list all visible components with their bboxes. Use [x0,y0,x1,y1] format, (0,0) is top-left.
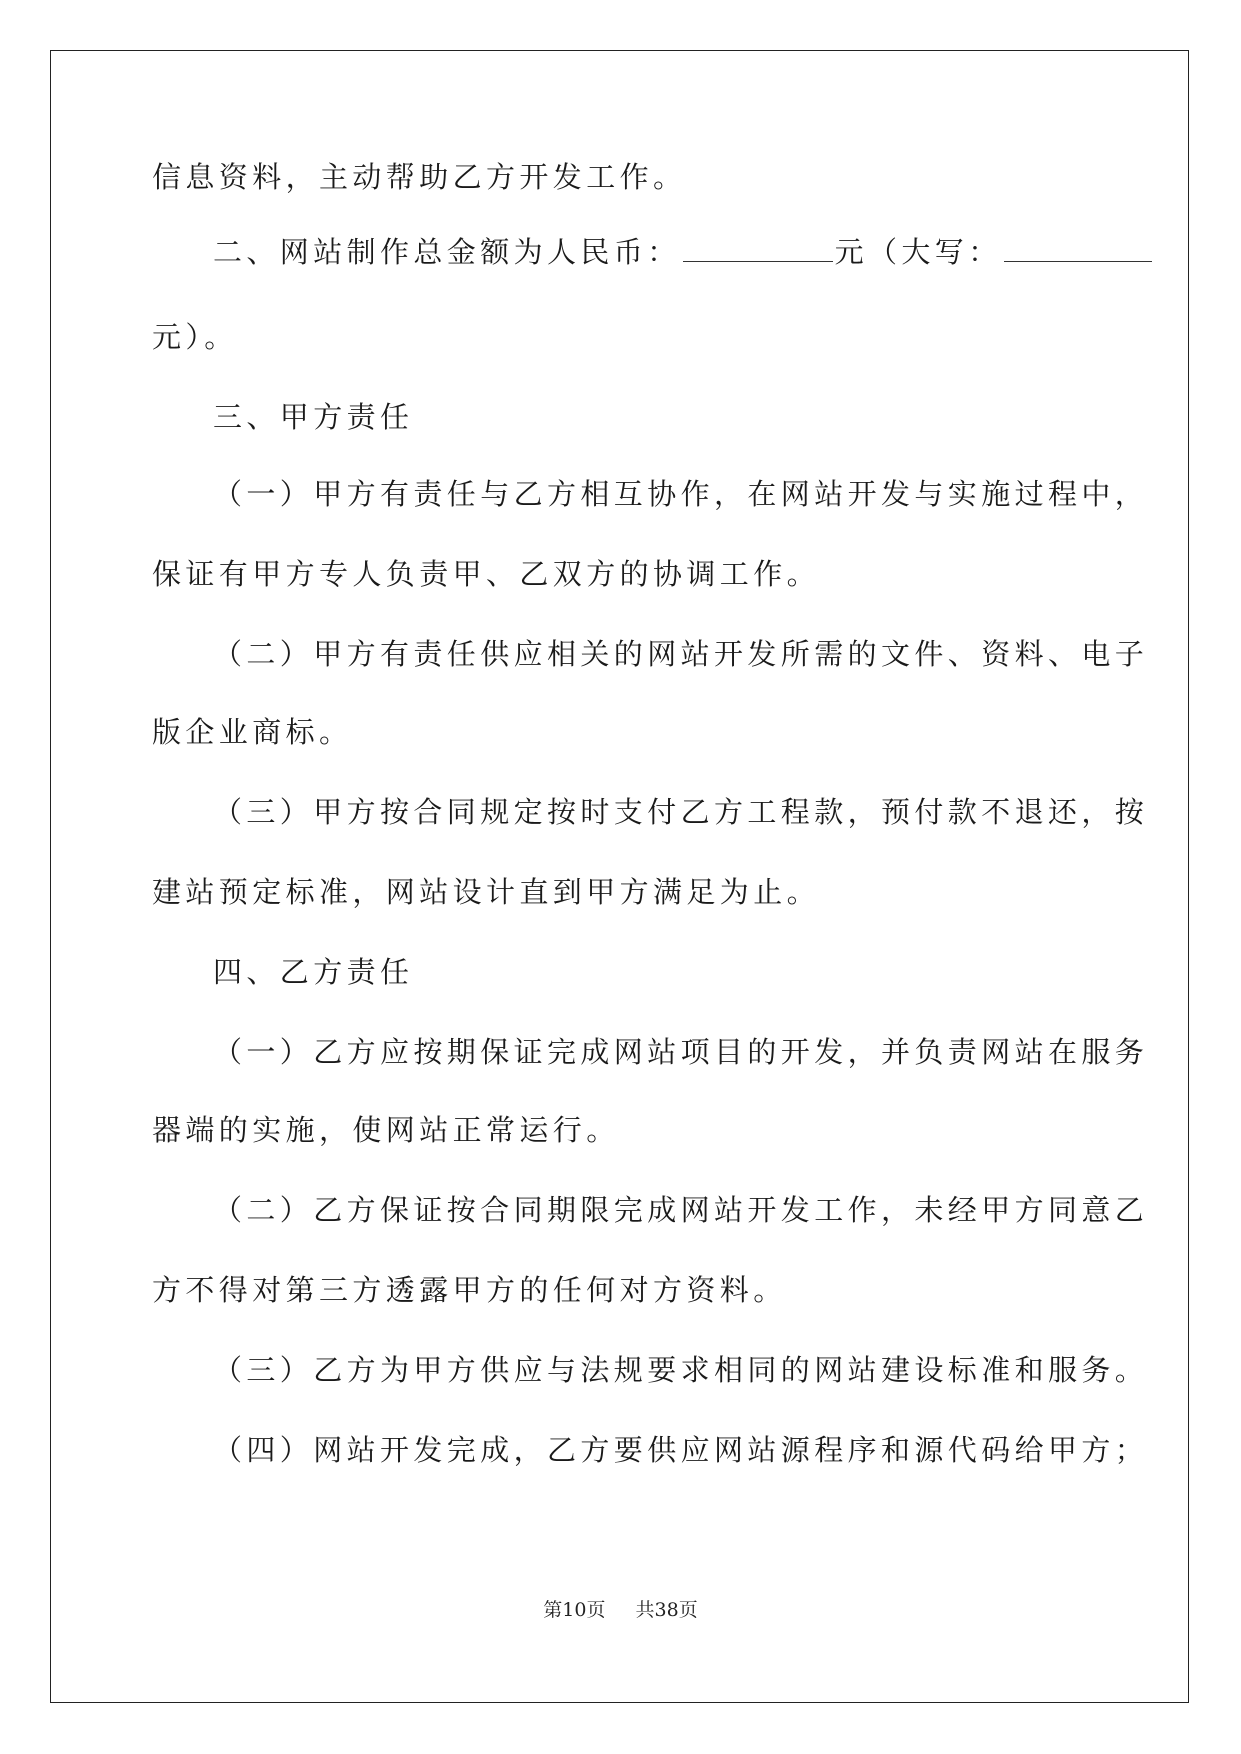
paragraph-line: （三）甲方按合同规定按时支付乙方工程款，预付款不退还，按 [213,795,1149,829]
page-number: 第10页 [543,1599,606,1621]
paragraph-line: （一）甲方有责任与乙方相互协作，在网站开发与实施过程中， [213,477,1149,511]
amount-words-label: 元（大写： [834,235,1002,269]
paragraph-line: （二）乙方保证按合同期限完成网站开发工作，未经甲方同意乙 [213,1193,1149,1227]
paragraph-line: （四）网站开发完成，乙方要供应网站源程序和源代码给甲方； [213,1433,1149,1467]
paragraph-line: 保证有甲方专人负责甲、乙双方的协调工作。 [152,557,821,591]
paragraph-line: （一）乙方应按期保证完成网站项目的开发，并负责网站在服务 [213,1035,1149,1069]
paragraph-line: （二）甲方有责任供应相关的网站开发所需的文件、资料、电子 [213,637,1149,671]
paragraph-line: 版企业商标。 [152,715,353,749]
page-total: 共38页 [635,1599,698,1621]
amount-words-blank [1004,237,1152,262]
section-heading: 三、甲方责任 [213,400,414,434]
paragraph-line: 元）。 [152,320,238,354]
paragraph-line: 器端的实施，使网站正常运行。 [152,1113,620,1147]
paragraph-line: 信息资料，主动帮助乙方开发工作。 [152,160,687,194]
paragraph-line: （三）乙方为甲方供应与法规要求相同的网站建设标准和服务。 [213,1353,1149,1387]
amount-blank [683,237,833,262]
total-amount-line [213,235,1154,269]
section-heading: 四、乙方责任 [213,955,414,989]
paragraph-line: 建站预定标准，网站设计直到甲方满足为止。 [152,875,821,909]
total-amount-label: 二、网站制作总金额为人民币： [213,235,681,269]
paragraph-line: 方不得对第三方透露甲方的任何对方资料。 [152,1273,787,1307]
page-footer [0,1595,1241,1622]
